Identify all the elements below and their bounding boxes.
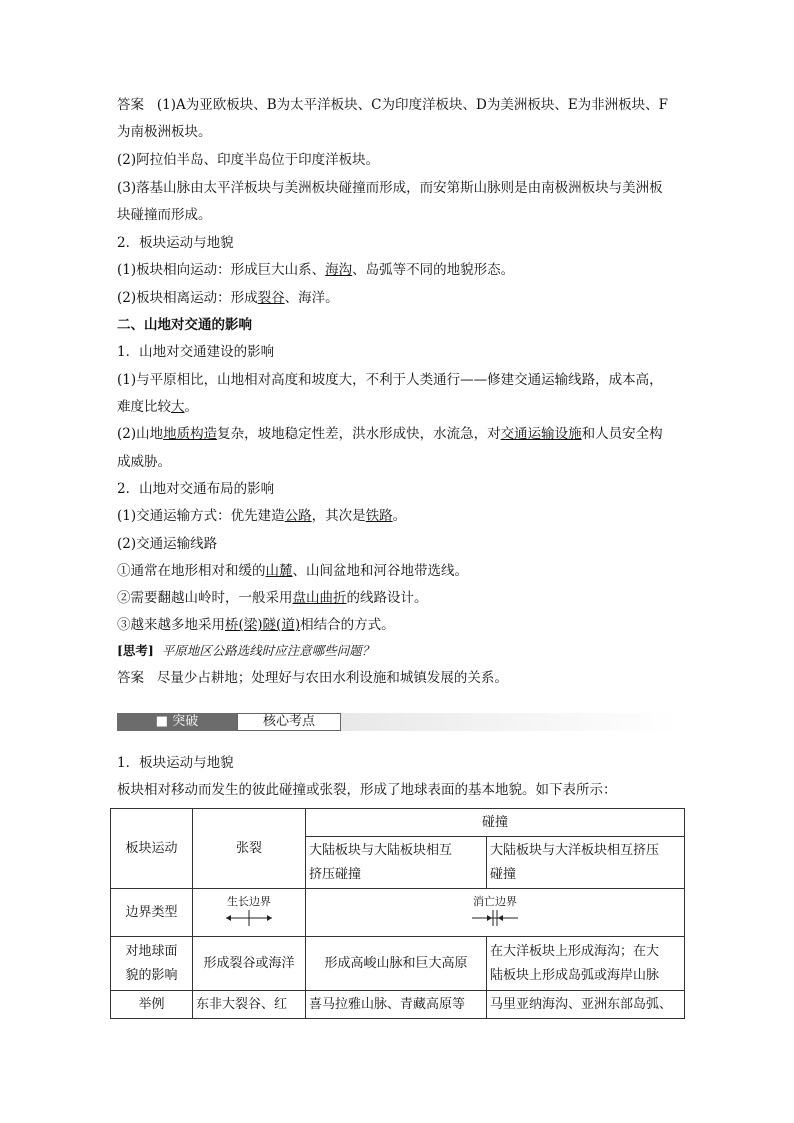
list-item: ②需要翻越山岭时，一般采用盘山曲折的线路设计。 (117, 590, 428, 606)
section-title: 1．山地对交通建设的影响 (117, 344, 275, 360)
paragraph: 成威胁。 (117, 454, 171, 470)
example-cc: 喜马拉雅山脉、青藏高原等 (306, 991, 487, 1019)
intro-text: 板块相对移动而发生的彼此碰撞或张裂，形成了地球表面的基本地貌。如下表所示： (117, 782, 617, 798)
paragraph: 难度比较大。 (117, 399, 198, 415)
header-motion: 板块运动 (111, 809, 193, 889)
row-boundary: 边界类型 (111, 889, 193, 937)
answer-line-4: (3)落基山脉由太平洋板块与美洲板块碰撞而形成，而安第斯山脉则是由南极洲板块与美洲板 (117, 180, 663, 196)
header-collide: 碰撞 (306, 809, 685, 837)
paragraph: (1)板块相向运动：形成巨大山系、海沟、岛弧等不同的地貌形态。 (117, 262, 515, 278)
paragraph: (2)交通运输线路 (117, 536, 218, 552)
banner-left: ■ 突破 (117, 713, 237, 731)
effect-co: 在大洋板块上形成海沟；在大 陆板块上形成岛弧或海岸山脉 (487, 937, 685, 991)
example-split: 东非大裂谷、红 (193, 991, 306, 1019)
effect-cc: 形成高峻山脉和巨大高原 (306, 937, 487, 991)
header-continental-continental: 大陆板块与大陆板块相互 挤压碰撞 (306, 837, 487, 889)
row-effect: 对地球面 貌的影响 (111, 937, 193, 991)
section-title: 1．板块运动与地貌 (117, 755, 234, 771)
plate-table (110, 808, 685, 1019)
header-continental-oceanic: 大陆板块与大洋板块相互挤压 碰撞 (487, 837, 685, 889)
think-answer: 答案 尽量少占耕地；处理好与农田水利设施和城镇发展的关系。 (117, 670, 508, 686)
row-example: 举例 (111, 991, 193, 1019)
paragraph: (2)板块相离运动：形成裂谷、海洋。 (117, 290, 339, 306)
list-item: ①通常在地形相对和缓的山麓、山间盆地和河谷地带选线。 (117, 563, 468, 579)
paragraph: (2)山地地质构造复杂，坡地稳定性差，洪水形成快，水流急，对交通运输设施和人员安全构 (117, 426, 663, 442)
effect-split: 形成裂谷或海洋 (193, 937, 306, 991)
boundary-grow: 生长边界 (193, 889, 306, 937)
think-tag: [思考] (117, 643, 154, 658)
list-item: ③越来越多地采用桥(梁)隧(道)相结合的方式。 (117, 617, 395, 633)
answer-label: 答案 (117, 97, 144, 113)
section-title: 2．山地对交通布局的影响 (117, 481, 275, 497)
section-banner (117, 713, 677, 731)
grow-boundary-icon (224, 909, 274, 927)
part-title: 二、山地对交通的影响 (117, 317, 252, 333)
boundary-destroy: 消亡边界 (306, 889, 685, 937)
header-split: 张裂 (193, 809, 306, 889)
paragraph: (1)与平原相比，山地相对高度和坡度大，不利于人类通行——修建交通运输线路，成本高， (117, 372, 663, 388)
paragraph: (1)交通运输方式：优先建造公路，其次是铁路。 (117, 508, 407, 524)
answer-line-5: 块碰撞而形成。 (117, 207, 212, 223)
destroy-boundary-icon (470, 909, 520, 927)
answer-line-2: 为南极洲板块。 (117, 124, 212, 140)
section-title: 2．板块运动与地貌 (117, 235, 234, 251)
example-co: 马里亚纳海沟、亚洲东部岛弧、 (487, 991, 685, 1019)
answer-line-3: (2)阿拉伯半岛、印度半岛位于印度洋板块。 (117, 152, 380, 168)
answer-line-1: 答案 (1)A为亚欧板块、B为太平洋板块、C为印度洋板块、D为美洲板块、E为非洲板块、F (117, 97, 669, 113)
think-question: [思考] 平原地区公路选线时应注意哪些问题？ (117, 643, 375, 658)
banner-right: 核心考点 (237, 713, 341, 731)
